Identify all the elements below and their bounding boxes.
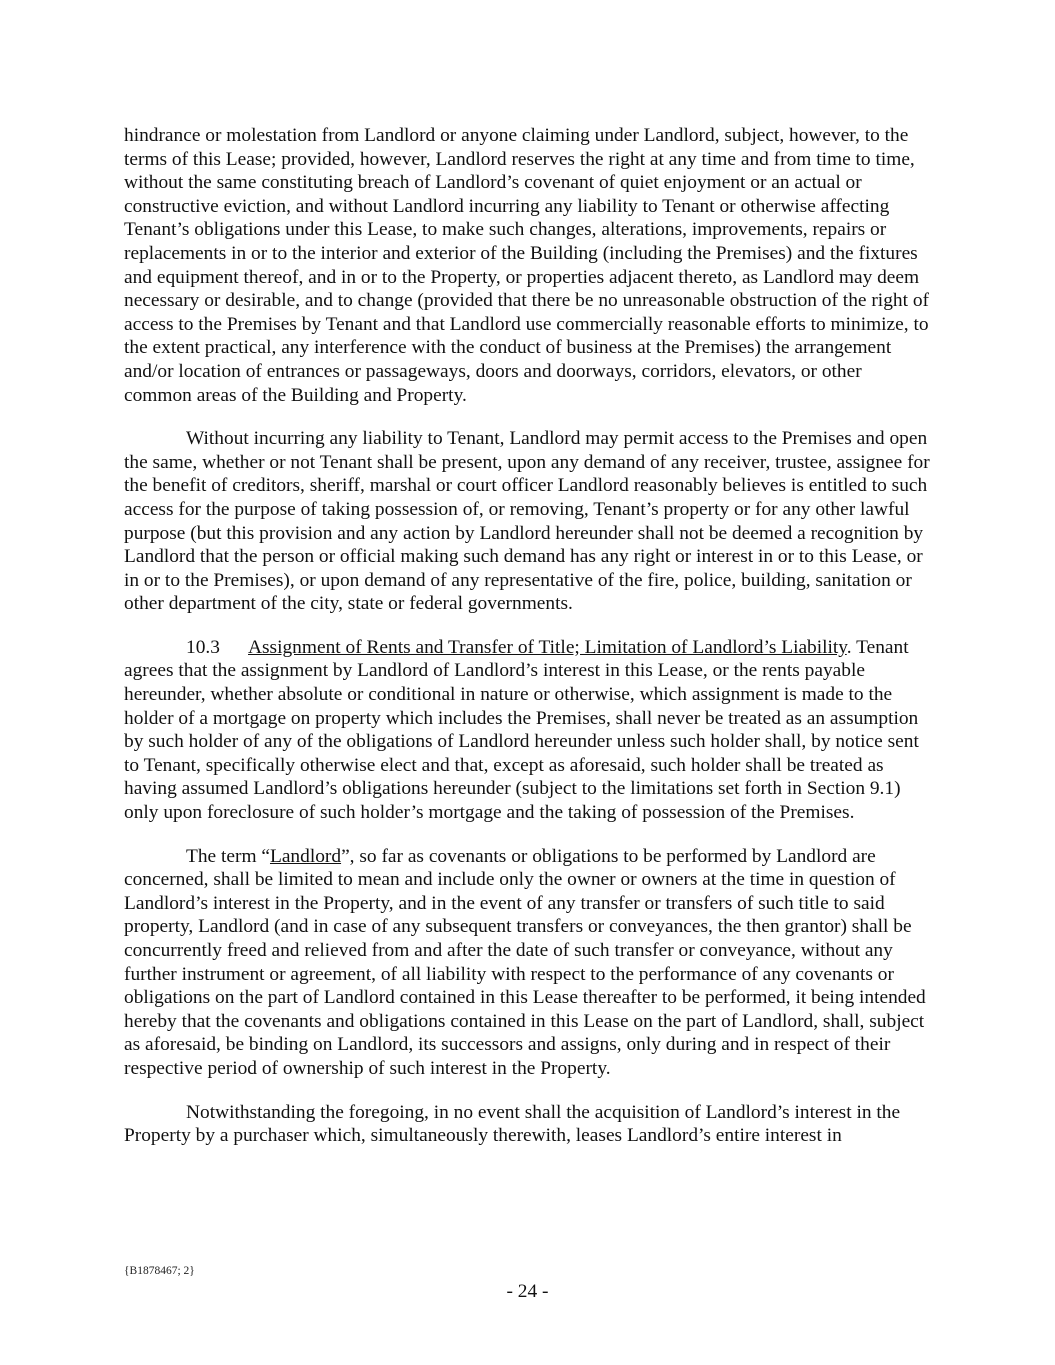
section-heading: Assignment of Rents and Transfer of Title; Limitation of Landlord’s Liability	[248, 636, 847, 658]
section-heading-period: .	[846, 636, 852, 658]
section-body: Tenant agrees that the assignment by Landlord of Landlord’s interest in this Lease, or the rents payable hereunder, whether absolute or conditional in nature or otherwise, which assignment is made to the holder of a mortgage on property which includes the Premises, shall never be treated as an assumption by such holder of any of the obligations of Landlord hereunder unless such holder shall, by notice sent to Tenant, specifically otherwise elect and that, except as aforesaid, such holder shall be treated as having assumed Landlord’s obligations hereunder (subject to the limitations set forth in Section 9.1) only upon foreclosure of such holder’s mortgage and the taking of possession of the Premises.	[124, 636, 919, 824]
page-number: - 24 -	[506, 1281, 549, 1302]
document-id: {B1878467; 2}	[124, 1265, 195, 1277]
definition-body: ”, so far as covenants or obligations to be performed by Landlord are concerned, shall be limited to mean and include only the owner or owners at the time in question of Landlord’s interest in the Property, and in the event of any transfer or transfers of such title to said property, Landlord (and in case of any subsequent transfers or conveyances, the then grantor) shall be concurrently freed and relieved from and after the date of such transfer or conveyance, without any further instrument or agreement, of all liability with respect to the performance of any covenants or obligations on the part of Landlord contained in this Lease thereafter to be performed, it being intended hereby that the covenants and obligations contained in this Lease on the part of Landlord, shall, subject as aforesaid, be binding on Landlord, its successors and assigns, only during and in respect of their respective period of ownership of such interest in the Property.	[124, 845, 926, 1079]
paragraph-quiet-enjoyment: hindrance or molestation from Landlord or anyone claiming under Landlord, subject, however, to the terms of this Lease; provided, however, Landlord reserves the right at any time and from time to time, without the same constituting breach of Landlord’s covenant of quiet enjoyment or an actual or constructive eviction, and without Landlord incurring any liability to Tenant or otherwise affecting Tenant’s obligations under this Lease, to make such changes, alterations, improvements, repairs or replacements in or to the interior and exterior of the Building (including the Premises) and the fixtures and equipment thereof, and in or to the Property, or properties adjacent thereto, as Landlord may deem necessary or desirable, and to change (provided that there be no unreasonable obstruction of the right of access to the Premises by Tenant and that Landlord use commercially reasonable efforts to minimize, to the extent practical, any interference with the conduct of business at the Premises) the arrangement and/or location of entrances or passageways, doors and doorways, corridors, elevators, or other common areas of the Building and Property.	[124, 125, 929, 406]
section-number: 10.3	[186, 636, 220, 658]
definition-lead: The term “	[186, 845, 270, 867]
defined-term: Landlord	[269, 845, 342, 867]
paragraph-access: Without incurring any liability to Tenant, Landlord may permit access to the Premises and open the same, whether or not Tenant shall be present, upon any demand of any receiver, trustee, assignee for the benefit of creditors, sheriff, marshal or court officer Landlord reasonably believes is entitled to such access for the purpose of taking possession of, or removing, Tenant’s property or for any other lawful purpose (but this provision and any action by Landlord hereunder shall not be deemed a recognition by Landlord that the person or official making such demand has any right or interest in or to this Lease, or in or to the Premises), or upon demand of any representative of the fire, police, building, sanitation or other department of the city, state or federal governments.	[124, 428, 930, 615]
paragraph-notwithstanding: Notwithstanding the foregoing, in no event shall the acquisition of Landlord’s interest in the Property by a purchaser which, simultaneously therewith, leases Landlord’s entire interest in	[124, 1101, 901, 1147]
document-page	[124, 124, 934, 1168]
paragraph-landlord-definition	[124, 845, 934, 1081]
section-10-3	[124, 636, 934, 825]
